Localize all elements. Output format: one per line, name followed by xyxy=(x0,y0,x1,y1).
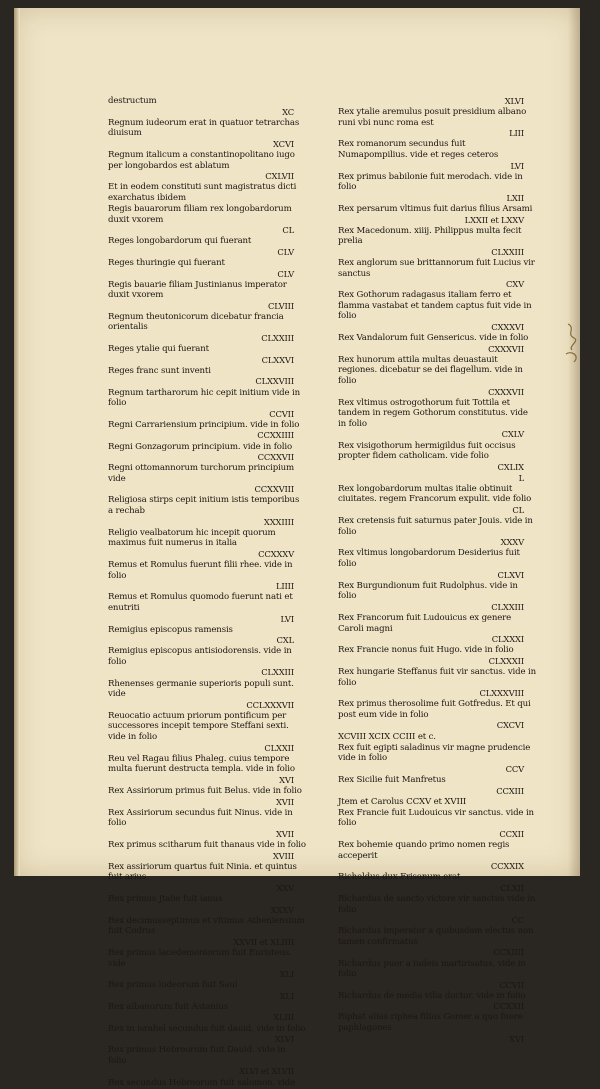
index-entry-text: Rex vltimus longobardorum Desiderius fuit folio xyxy=(338,548,520,570)
index-entry xyxy=(108,894,306,915)
index-entry-text: Regni Carrariensium principium. vide in folio xyxy=(108,419,300,430)
index-entry-text: Richoldus dux Frisonum erat xyxy=(338,872,461,883)
folio-number: CCXXXV xyxy=(258,548,294,559)
index-entry-text: Rex Macedonum. xiiij. Philippus multa fecit prelia xyxy=(338,225,522,247)
folio-number: L xyxy=(518,472,524,483)
folio-number: CLXXXVIII xyxy=(479,688,524,699)
index-entry-text: Rex decimusseptimus et vltimus Atheniensium fuit Codrus xyxy=(108,915,305,937)
folio-number: CXLV xyxy=(501,429,524,440)
folio-number: CCXIII xyxy=(496,785,524,796)
index-entry-text: Rex Gothorum radagasus italiam ferro et flamma vastabat et tandem captus fuit vide in folio xyxy=(338,290,532,322)
index-entry-text: Richardus de media villa doctor. vide in folio xyxy=(338,990,526,1001)
index-entry xyxy=(338,516,536,548)
index-entry xyxy=(338,840,536,872)
index-entry-text: Remus et Romulus quomodo fuerunt nati et enutriti xyxy=(108,592,293,613)
folio-number: CLVIII xyxy=(267,300,294,311)
index-entry-text: Religio vealbatorum hic incepit quorum maximus fuit numerus in italia xyxy=(108,527,276,549)
index-entry xyxy=(108,258,306,279)
index-entry-text: Rex in israhel secundus fuit dauid. vide in folio xyxy=(108,1023,306,1034)
index-entry-text: Rex primus babilonie fuit merodach. vide in folio xyxy=(338,171,523,193)
index-entry xyxy=(108,236,306,257)
index-entry xyxy=(108,388,306,420)
index-entry xyxy=(338,872,536,893)
index-entry xyxy=(338,743,536,775)
index-entry-text: Riphat alias riphea filius Gomer a quo fuere paphlagones xyxy=(338,1012,523,1034)
index-entry xyxy=(338,226,536,258)
index-entry-text: Rex primus Hebreorum fuit Dauid. vide in folio xyxy=(108,1045,286,1066)
folio-number: CLXXVIII xyxy=(255,376,294,387)
index-entry xyxy=(108,754,306,786)
folio-number: CXXXVII xyxy=(488,343,524,354)
index-entry xyxy=(338,581,536,613)
folio-number: CL xyxy=(512,505,524,516)
folio-number: CLXXIII xyxy=(491,601,524,612)
index-entry xyxy=(108,560,306,592)
index-entry-text: Regnum italicum a constantinopolitano iugo per longobardos est ablatum xyxy=(108,149,295,171)
folio-number: CLXXIII xyxy=(261,667,294,678)
index-entry-text: Rex Vandalorum fuit Gensericus. vide in folio xyxy=(338,333,529,344)
folio-number: XVI xyxy=(279,774,294,785)
folio-number: CCLXXXVII xyxy=(246,699,294,710)
folio-number: XLI xyxy=(279,969,294,980)
index-column-left xyxy=(108,96,306,1089)
index-entry-text: Rex Francie fuit Ludouicus vir sanctus. vide in folio xyxy=(338,807,534,829)
index-entry-text: Rex Francorum fuit Ludouicus ex genere Caroli magni xyxy=(338,613,512,634)
index-entry xyxy=(338,204,536,225)
folio-number: CLXVI xyxy=(497,569,524,580)
folio-number: XXV xyxy=(276,882,294,893)
index-entry xyxy=(108,1045,306,1077)
folio-number: CCV xyxy=(505,763,524,774)
index-entry xyxy=(338,808,536,840)
index-entry-text: Regis bauarorum filiam rex longobardorum duxit vxorem xyxy=(108,203,292,225)
folio-number: CXL xyxy=(276,635,294,646)
index-entry xyxy=(338,667,536,699)
index-entry-text: Reges franc sunt inventi xyxy=(108,365,211,376)
index-entry xyxy=(338,1012,536,1044)
index-entry-text: Rex primus iudeorum fuit Saul xyxy=(108,980,238,991)
index-entry xyxy=(108,646,306,678)
folio-number: CXXXVI xyxy=(491,321,524,332)
index-entry xyxy=(338,732,536,743)
folio-number: XXVII et XLIIII xyxy=(233,936,294,947)
folio-number: XLVI xyxy=(274,1034,294,1045)
folio-number: CCXXIX xyxy=(490,861,524,872)
folio-number: XLVI xyxy=(504,96,524,106)
index-entry-text: Rex Assiriorum secundus fuit Ninus. vide in folio xyxy=(108,807,293,829)
folio-number: CCXII xyxy=(499,828,524,839)
index-entry-text: Reu vel Ragau filius Phaleg. cuius tempore multa fuerunt destructa templa. vide in folio xyxy=(108,753,295,775)
index-entry-text: Regni ottomannorum turchorum principium vide xyxy=(108,463,295,484)
index-entry xyxy=(108,980,306,1001)
index-entry-text: destructum xyxy=(108,96,157,106)
index-entry xyxy=(338,991,536,1012)
folio-number: CXV xyxy=(506,279,524,290)
folio-number: CLV xyxy=(277,268,294,279)
folio-number: CLXII xyxy=(500,882,524,893)
index-entry-text: Regni Gonzagorum principium. vide in folio xyxy=(108,441,293,452)
index-entry-text: Richardus de sancto victore vir sanctus vide in folio xyxy=(338,893,536,915)
folio-number: LXII xyxy=(506,192,524,203)
index-entry xyxy=(108,420,306,441)
index-entry-text: Regnum tartharorum hic cepit initium vide in folio xyxy=(108,387,301,409)
index-entry-text: Rex hunorum attila multas deuastauit regiones. dicebatur se dei flagellum. vide in folio xyxy=(338,354,523,386)
index-entry-text: Reges ytalie qui fuerant xyxy=(108,344,209,355)
index-entry xyxy=(108,366,306,387)
folio-number: CLXXXI xyxy=(491,634,524,645)
folio-number: CCVII xyxy=(499,979,524,990)
index-entry xyxy=(338,473,536,484)
index-entry-text: Rex longobardorum multas italie obtinuit ciuitates. regem Francorum expulit. vide folio xyxy=(338,483,532,505)
folio-number: LXXII et LXXV xyxy=(464,214,524,225)
index-entry-text: Rex romanorum secundus fuit Numapompilius. vide et reges ceteros xyxy=(338,139,499,160)
index-entry xyxy=(108,1002,306,1023)
index-entry-text: Remus et Romulus fuerunt filii rhee. vide in folio xyxy=(108,560,293,581)
book-page xyxy=(14,8,580,1088)
folio-number: XVII xyxy=(275,828,294,839)
index-entry-text: Regnum theutonicorum dicebatur francia orientalis xyxy=(108,311,284,333)
folio-number: XLIII xyxy=(273,1012,294,1023)
index-entry xyxy=(108,711,306,753)
folio-number: XXXV xyxy=(270,904,294,915)
folio-number: XVI xyxy=(509,1033,524,1044)
folio-number: XXXV xyxy=(500,537,524,548)
folio-number: CCXXII xyxy=(493,1001,524,1012)
index-entry xyxy=(108,786,306,807)
index-entry-text: Jtem et Carolus CCXV et XVIII xyxy=(338,796,467,807)
index-entry xyxy=(108,948,306,980)
index-column-right xyxy=(338,96,536,1045)
folio-number: CXCVI xyxy=(496,720,524,731)
folio-number: CLXXII xyxy=(264,742,294,753)
index-entry-text: Remigius episcopus antisiodorensis. vide in folio xyxy=(108,646,292,667)
folio-number: CXLVII xyxy=(265,171,294,182)
index-entry xyxy=(108,312,306,344)
index-entry-text: Reges thuringie qui fuerant xyxy=(108,257,225,268)
index-entry-text: XCVIII XCIX CCIII et c. xyxy=(338,731,436,742)
index-entry xyxy=(108,442,306,463)
folio-number: CCXXIIII xyxy=(257,430,294,441)
index-entry xyxy=(338,290,536,332)
index-entry xyxy=(338,172,536,204)
index-entry xyxy=(338,484,536,516)
handwritten-marginal-mark-icon xyxy=(562,320,584,366)
index-entry xyxy=(108,118,306,150)
index-entry xyxy=(108,204,306,236)
index-entry-text: Rex Sicilie fuit Manfretus xyxy=(338,774,446,785)
index-entry xyxy=(108,528,306,560)
index-entry xyxy=(108,808,306,840)
index-entry xyxy=(108,625,306,646)
index-entry-text: Rex Assiriorum primus fuit Belus. vide in folio xyxy=(108,786,302,796)
index-entry xyxy=(108,96,306,117)
index-entry-text: Et in eodem constituti sunt magistratus dicti exarchatus ibidem xyxy=(108,182,297,203)
folio-number: XCVI xyxy=(273,138,294,149)
index-entry xyxy=(108,182,306,203)
index-entry-text: Richardus imperator a quibusdam electus non tamen confirmatus xyxy=(338,926,534,947)
folio-number: CCXXVIII xyxy=(254,484,294,495)
index-entry-text: Rex hungarie Steffanus fuit vir sanctus. vide in folio xyxy=(338,666,537,688)
folio-number: LVI xyxy=(280,613,294,624)
index-entry xyxy=(338,96,536,107)
folio-number: XLI xyxy=(279,990,294,1001)
index-entry xyxy=(338,548,536,580)
folio-number: XC xyxy=(282,106,294,117)
folio-number: XXXIIII xyxy=(263,516,294,527)
folio-number: CC xyxy=(511,915,524,926)
folio-number: CXLIX xyxy=(497,461,524,472)
index-entry-text: Rex primus scitharum fuit thanaus vide in folio xyxy=(108,839,306,850)
index-entry xyxy=(108,840,306,861)
index-entry xyxy=(338,441,536,473)
folio-number: LIII xyxy=(509,128,524,139)
index-entry-text: Rex bohemie quando primo nomen regis acceperit xyxy=(338,839,510,861)
index-entry xyxy=(108,495,306,527)
index-entry-text: Rex ytalie aremulus posuit presidium albano runi vbi nunc roma est xyxy=(338,107,527,128)
folio-number: CLV xyxy=(277,246,294,257)
index-entry-text: Rex assiriorum quartus fuit Ninia. et quintus fuit arius xyxy=(108,861,297,883)
index-entry-text: Reuocatio actuum priorum pontificum per successores incepit tempore Steffani sexti. vide in folio xyxy=(108,710,289,743)
index-entry xyxy=(338,398,536,440)
folio-number: XVII xyxy=(275,796,294,807)
index-entry xyxy=(338,107,536,139)
index-entry-text: Regnum iudeorum erat in quatuor tetrarchas diuisum xyxy=(108,117,300,139)
index-entry xyxy=(338,959,536,991)
index-entry-text: Rex primus Jtalie fuit ianus xyxy=(108,893,223,904)
index-entry xyxy=(338,355,536,397)
folio-number: CCXXVII xyxy=(257,452,294,463)
index-entry-text: Rex anglorum sue brittannorum fuit Lucius vir sanctus xyxy=(338,257,535,279)
index-entry xyxy=(108,150,306,182)
folio-number: CLXXXII xyxy=(488,655,524,666)
index-entry-text: Rex visigothorum hermigildus fuit occisus propter fidem catholicam. vide folio xyxy=(338,440,516,462)
folio-number: CLXXVI xyxy=(261,354,294,365)
index-entry xyxy=(108,862,306,894)
page-gutter xyxy=(14,8,20,876)
index-entry xyxy=(108,280,306,312)
index-entry-text: Rex vltimus ostrogothorum fuit Tottila et tandem in regem Gothorum constitutus. vide in folio xyxy=(338,397,528,429)
folio-number: CXXXVII xyxy=(488,386,524,397)
folio-number: XVIII xyxy=(272,850,294,861)
index-entry xyxy=(338,139,536,171)
index-entry xyxy=(338,699,536,731)
index-entry-text: Rhenenses germanie superioris populi sunt. vide xyxy=(108,678,294,700)
folio-number: CLXXIII xyxy=(491,246,524,257)
index-entry-text: Reges longobardorum qui fuerant xyxy=(108,236,252,247)
index-entry-text: Richardus puer a iudeis martirisatus. vide in folio xyxy=(338,958,526,980)
index-entry xyxy=(108,916,306,948)
index-entry-text: Rex persarum vltimus fuit darius filius Arsami xyxy=(338,203,533,214)
folio-number: LIIII xyxy=(275,581,294,592)
index-entry xyxy=(108,463,306,495)
index-entry xyxy=(338,258,536,290)
index-entry xyxy=(338,645,536,666)
index-entry-text: Rex primus lacedemoniorum fuit Euristeus. vide xyxy=(108,947,292,969)
folio-number: LVI xyxy=(510,160,524,171)
index-entry xyxy=(108,592,306,624)
index-entry-text: Remigius episcopus ramensis xyxy=(108,624,233,635)
folio-number: XLVI et XLVII xyxy=(239,1066,294,1077)
folio-number: CCXIIII xyxy=(493,947,524,958)
index-entry-text: Rex primus therosolime fuit Gotfredus. Et qui post eum vide in folio xyxy=(338,699,531,720)
index-entry-text: Rex albanorum fuit Astanius xyxy=(108,1001,228,1012)
folio-number: CLXXIII xyxy=(261,333,294,344)
index-entry xyxy=(108,344,306,365)
index-entry-text: Religiosa stirps cepit initium istis temporibus a rechab xyxy=(108,495,300,517)
index-entry xyxy=(338,926,536,958)
folio-number: CCVII xyxy=(269,408,294,419)
index-entry-text: Rex Francie nonus fuit Hugo. vide in folio xyxy=(338,645,514,656)
index-entry-text: Rex secundus Hebreorum fuit salomon. vide xyxy=(108,1077,296,1088)
index-entry xyxy=(108,1024,306,1045)
index-entry xyxy=(108,679,306,711)
index-entry xyxy=(338,775,536,796)
index-entry xyxy=(108,1078,306,1089)
page-shadow xyxy=(568,8,580,876)
index-entry-text: Rex fuit egipti saladinus vir magne prudencie vide in folio xyxy=(338,742,531,764)
index-entry xyxy=(338,797,536,808)
index-entry-text: Rex Burgundionum fuit Rudolphus. vide in folio xyxy=(338,580,518,602)
index-entry-text: Regis bauarie filiam Justinianus imperator duxit vxorem xyxy=(108,279,287,301)
folio-number: CL xyxy=(282,225,294,236)
index-entry-text: Rex cretensis fuit saturnus pater Jouis. vide in folio xyxy=(338,516,533,537)
index-entry xyxy=(338,894,536,926)
index-entry xyxy=(338,333,536,354)
index-entry xyxy=(338,613,536,645)
